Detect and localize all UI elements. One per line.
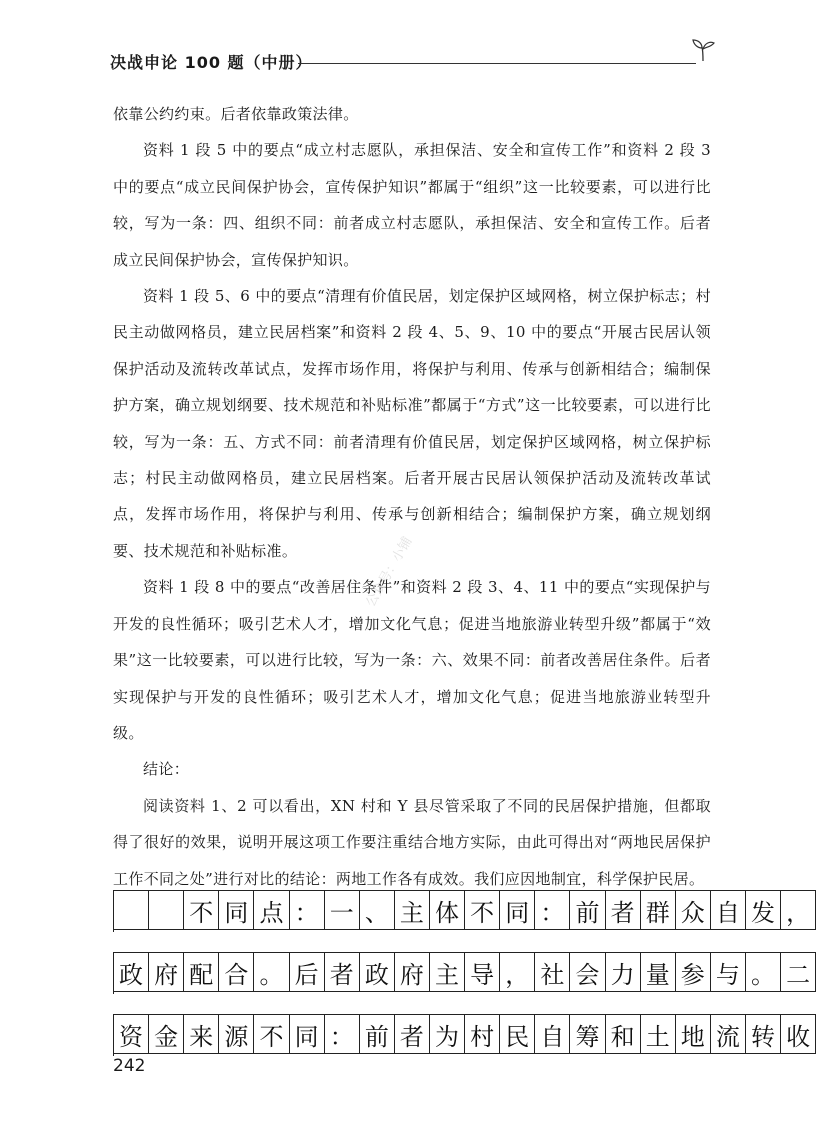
grid-cell: 会 [570,952,605,992]
grid-cell: 同 [290,1014,325,1054]
grid-cell: 筹 [570,1014,605,1054]
paragraph: 阅读资料 1、2 可以看出，XN 村和 Y 县尽管采取了不同的民居保护措施，但都取得了很好的效果，说明开展这项工作要注重结合地方实际，由此可得出对“两地民居保护工作不同之处”进行对比的结论：两地工作各有成效。我们应因地制宜，科学保护民居。 [113,796,711,888]
grid-cell: 发 [746,890,781,930]
page-number: 242 [113,1056,146,1076]
grid-cell: 主 [430,952,465,992]
grid-cell: 。 [254,952,289,992]
grid-cell: 社 [535,952,570,992]
paragraph: 资料 1 段 5、6 中的要点“清理有价值民居，划定保护区域网格，树立保护标志；村民主动做网格员，建立民居档案”和资料 2 段 4、5、9、10 中的要点“开展古民居认领保护活动及流转改革试点，发挥市场作用，将保护与利用、传承与创新相结合；编制保护方案，确立规划纲要、技术规范和补贴标准”都属于“方式”这一比较要素，可以进行比较，写为一条：五、方式不同：前者清理有价值民居，划定保护区域网格，树立保护标志；村民主动做网格员，建立民居档案。后者开展古民居认领保护活动及流转改革试点，发挥市场作用，将保护与利用、传承与创新相结合；编制保护方案，确立规划纲要、技术规范和补贴标准。 [113,287,711,560]
running-header [110,46,710,76]
grid-cell: 配 [184,952,219,992]
grid-cell: 土 [641,1014,676,1054]
grid-cell: 府 [149,952,184,992]
grid-cell: 流 [711,1014,746,1054]
sprout-icon [690,38,716,62]
grid-cell [114,890,149,930]
body-text [113,96,711,897]
grid-cell: 府 [395,952,430,992]
grid-cell [149,890,184,930]
grid-cell: 力 [606,952,641,992]
grid-cell: 金 [149,1014,184,1054]
paragraph: 资料 1 段 8 中的要点“改善居住条件”和资料 2 段 3、4、11 中的要点“实现保护与开发的良性循环；吸引艺术人才，增加文化气息；促进当地旅游业转型升级”都属于“效果”这一比较要素，可以进行比较，写为一条：六、效果不同：前者改善居住条件。后者实现保护与开发的良性循环；吸引艺术人才，增加文化气息；促进当地旅游业转型升级。 [113,578,711,742]
grid-cell: 不 [465,890,500,930]
grid-cell: 收 [781,1014,816,1054]
grid-cell: 同 [500,890,535,930]
grid-cell: ： [535,890,570,930]
grid-row [113,952,811,994]
grid-cell: ， [500,952,535,992]
grid-cell: 一 [325,890,360,930]
grid-cell: 转 [746,1014,781,1054]
grid-cell: ， [781,890,816,930]
grid-cell: ： [325,1014,360,1054]
grid-cell: 政 [114,952,149,992]
grid-cell: 合 [219,952,254,992]
grid-cell: 、 [360,890,395,930]
grid-cell: 来 [184,1014,219,1054]
grid-cell: 资 [114,1014,149,1054]
grid-cell: 为 [430,1014,465,1054]
grid-row [113,1014,811,1056]
paragraph: 依靠公约约束。后者依靠政策法律。 [113,105,359,123]
grid-cell: 不 [184,890,219,930]
grid-cell: 导 [465,952,500,992]
grid-cell: 民 [500,1014,535,1054]
grid-cell: 前 [360,1014,395,1054]
grid-cell: 者 [395,1014,430,1054]
grid-cell: 源 [219,1014,254,1054]
grid-cell: 体 [430,890,465,930]
grid-cell: 点 [254,890,289,930]
paragraph: 资料 1 段 5 中的要点“成立村志愿队，承担保洁、安全和宣传工作”和资料 2 段 3 中的要点“成立民间保护协会，宣传保护知识”都属于“组织”这一比较要素，可以进行比较，写为一条：四、组织不同：前者成立村志愿队，承担保洁、安全和宣传工作。后者成立民间保护协会，宣传保护知识。 [113,141,711,269]
grid-row [113,890,811,932]
grid-cell: 自 [711,890,746,930]
grid-cell: 地 [676,1014,711,1054]
grid-cell: 后 [290,952,325,992]
grid-cell: 众 [676,890,711,930]
book-title: 决战申论 100 题（中册） [110,53,313,72]
grid-cell: 和 [606,1014,641,1054]
grid-cell: 前 [570,890,605,930]
grid-cell: 参 [676,952,711,992]
grid-cell: 村 [465,1014,500,1054]
grid-cell: 不 [254,1014,289,1054]
grid-cell: 。 [746,952,781,992]
grid-cell: 二 [781,952,816,992]
answer-grid [113,890,811,1076]
grid-cell: 者 [606,890,641,930]
grid-cell: ： [290,890,325,930]
watermark: 公众号：小铺 [363,534,416,610]
grid-cell: 与 [711,952,746,992]
grid-cell: 量 [641,952,676,992]
grid-cell: 主 [395,890,430,930]
grid-cell: 者 [325,952,360,992]
paragraph: 结论： [143,760,190,779]
grid-cell: 同 [219,890,254,930]
grid-cell: 群 [641,890,676,930]
grid-cell: 自 [535,1014,570,1054]
header-rule [298,63,696,64]
grid-cell: 政 [360,952,395,992]
